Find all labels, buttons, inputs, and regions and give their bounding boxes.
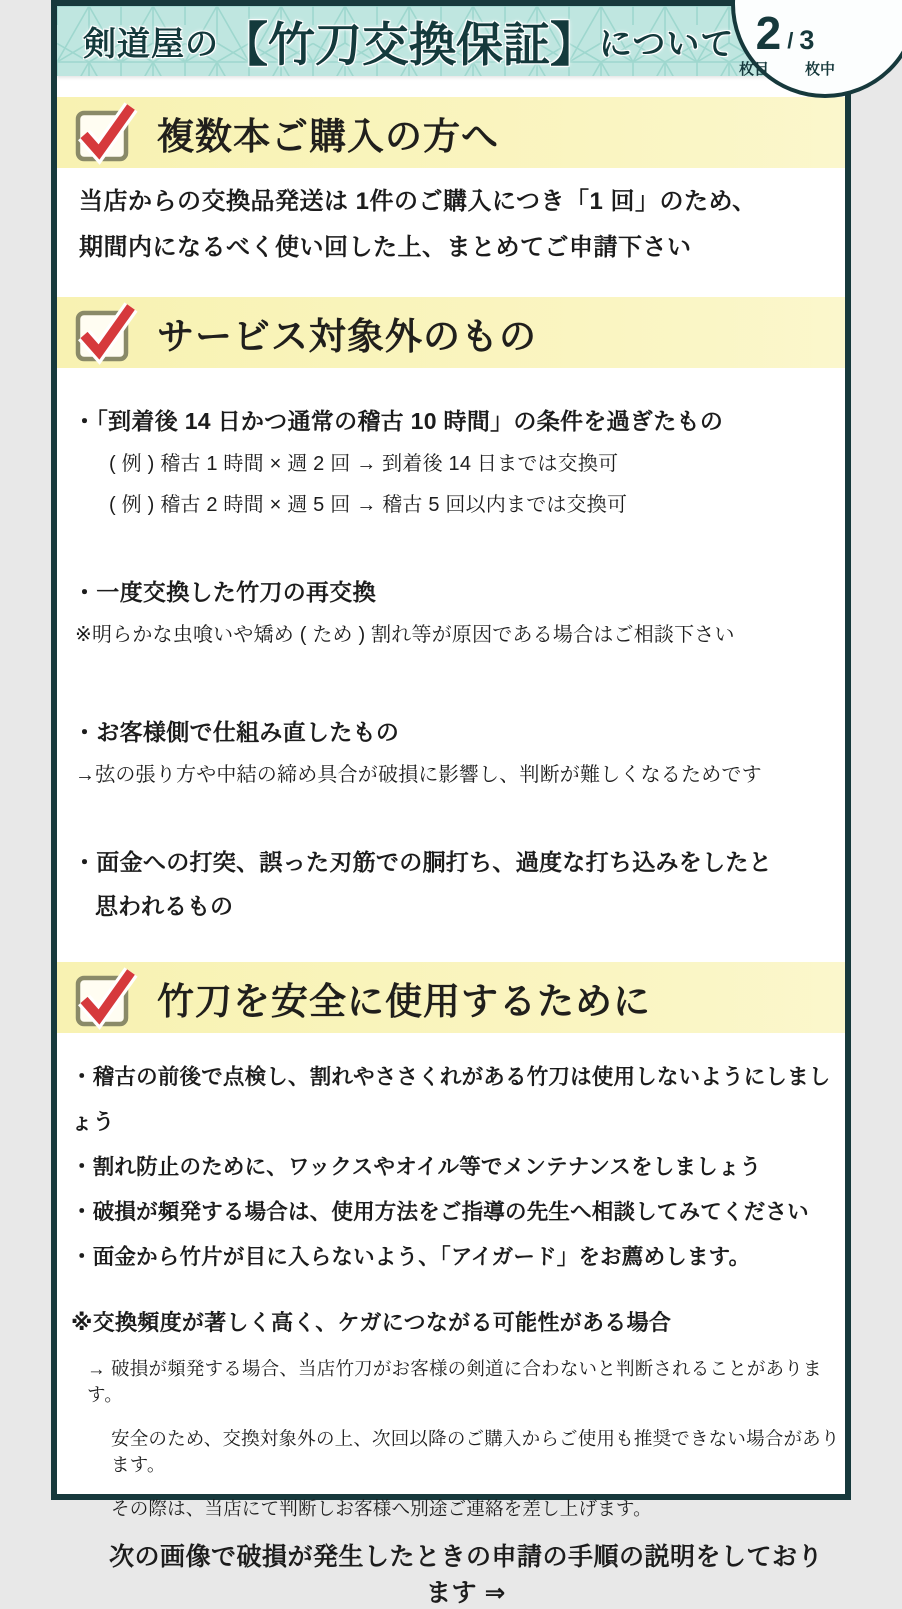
note-line-3: その際は、当店にて判断しお客様へ別途ご連絡を差し上げます。 [111,1498,652,1519]
list-item: ・面金から竹片が目に入らないよう、「アイガード」をお薦めします。 [71,1245,751,1269]
page-title-suffix: について [599,24,735,62]
list-item-example-2: ( 例 ) 稽古 2 時間 × 週 5 回 → 稽古 5 回以内までは交換可 [109,494,628,516]
section1-line-1: 当店からの交換品発送は 1件のご購入につき「1 回」のため、 [79,188,757,215]
page-title [83,8,734,75]
list-item [73,577,827,649]
section-banner-not-covered [57,297,845,368]
page-counter-total-label: 枚中 [804,61,835,78]
list-item-heading: ・お客様側で仕組み直したもの [73,719,400,745]
page-title-prefix: 剣道屋の [83,24,219,62]
header-band [57,6,845,76]
section1-body [57,186,845,264]
list-item [73,847,827,922]
list-item-example-1: ( 例 ) 稽古 1 時間 × 週 2 回 → 到着後 14 日までは交換可 [109,453,619,475]
page-title-main: 【竹刀交換保証】 [221,17,597,71]
list-item: ・破損が頻発する場合は、使用方法をご指導の先生へ相談してみてください [71,1200,809,1224]
page-counter-current-label: 枚目 [739,61,770,78]
red-checkbox-icon [73,103,135,165]
list-item: ・稽古の前後で点検し、割れやささくれがある竹刀は使用しないようにしましょう [71,1065,831,1134]
section-banner-safe-use [57,962,845,1033]
section-title: 複数本ご購入の方へ [157,115,499,157]
list-item [73,406,827,519]
section3-bullet-list [57,1055,845,1280]
page-counter-labels [733,56,837,79]
section1-line-2: 期間内になるべく使い回した上、まとめてご申請下さい [79,234,692,261]
list-item [73,717,827,789]
list-item-heading-continuation: 思われるもの [95,893,233,919]
next-image-pointer: 次の画像で破損が発生したときの申請の手順の説明をしております ⇒ [108,1543,823,1607]
page-counter-numbers [733,7,837,59]
page-counter-separator: / [787,28,794,53]
section2-list [57,406,845,922]
list-item-heading: ・「到着後 14 日かつ通常の稽古 10 時間」の条件を過ぎたもの [73,408,724,434]
section-banner-multiple-purchase [57,97,845,168]
page-counter-current: 2 [755,7,782,59]
note-heading: ※交換頻度が著しく高く、ケガにつながる可能性がある場合 [71,1310,672,1335]
list-item-heading: ・一度交換した竹刀の再交換 [73,579,376,605]
list-item: ・割れ防止のために、ワックスやオイル等でメンテナンスをしましょう [71,1155,762,1179]
list-item-reason: →弦の張り方や中結の締め具合が破損に影響し、判断が難しくなるためです [75,764,762,786]
list-item-note: ※明らかな虫喰いや矯め ( ため ) 割れ等が原因である場合はご相談下さい [75,624,735,646]
frequent-breakage-note [57,1306,845,1521]
page-counter-total: 3 [799,25,815,55]
note-line-2: 安全のため、交換対象外の上、次回以降のご購入からご使用も推奨できない場合があります。 [111,1428,840,1475]
red-checkbox-icon [73,968,135,1030]
red-checkbox-icon [73,303,135,365]
infographic-page [51,0,851,1607]
note-line-1: → 破損が頻発する場合、当店竹刀がお客様の剣道に合わないと判断されることがあります。 [87,1358,822,1405]
page-counter [733,7,837,79]
list-item-heading: ・面金への打突、誤った刃筋での胴打ち、過度な打ち込みをしたと [73,849,772,875]
section-title: 竹刀を安全に使用するために [157,980,651,1022]
section-title: サービス対象外のもの [157,315,537,357]
